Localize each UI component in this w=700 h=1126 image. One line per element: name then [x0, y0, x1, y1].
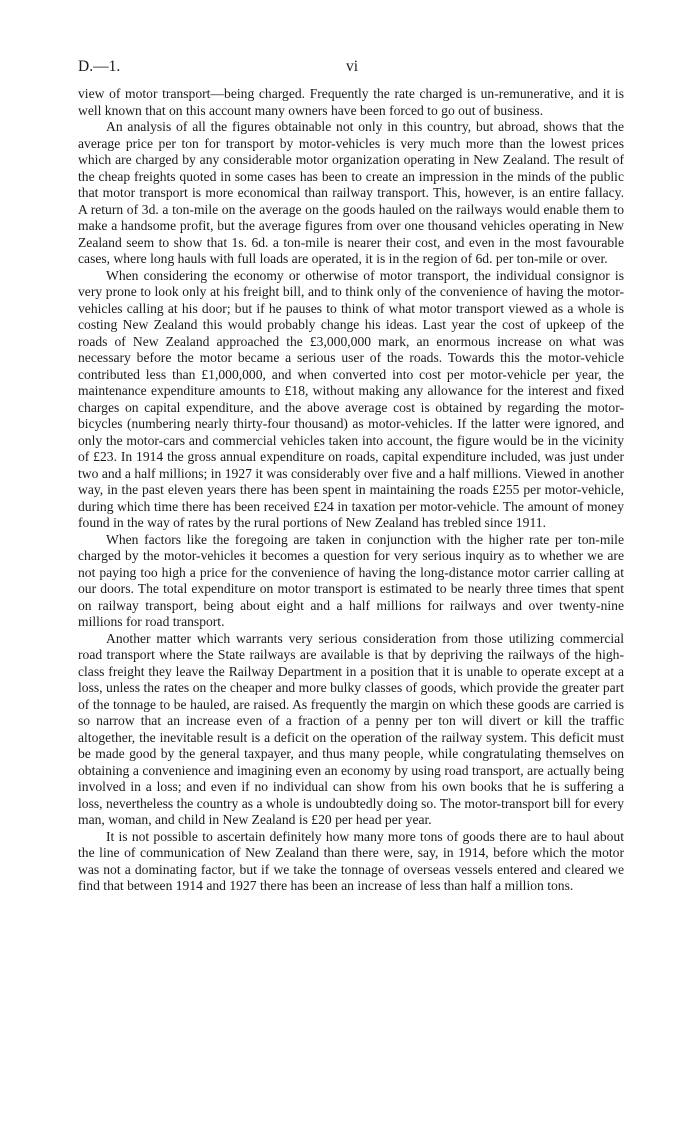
body-text [78, 86, 624, 895]
paragraph-total-expenditure: When factors like the foregoing are taken in conjunction with the higher rate per ton-mile charged by the motor-vehicles it becomes a question for very serious inquiry as to whether we are not paying too high a price for the convenience of having the long-distance motor carrier calling at our doors. The total expenditure on motor transport is estimated to be nearly three times that spent on railway transport, being about eight and a half millions for railways and over twenty-nine millions for road transport. [78, 531, 624, 629]
paragraph-cost-analysis: An analysis of all the figures obtainable not only in this country, but abroad, shows that the average price per ton for transport by motor-vehicles is very much more than the lowest prices which are charged by any considerable motor organization operating in New Zealand. The result of the cheap freights quoted in some cases has been to create an impression in the minds of the public that motor transport is more economical than railway transport. This, however, is an entire fallacy. A return of 3d. a ton-mile on the average on the goods hauled on the railways would enable them to make a handsome profit, but the average figures from over one thousand vehicles operating in New Zealand seem to show that 1s. 6d. a ton-mile is nearer their cost, and even in the most favourable cases, where long hauls with full loads are operated, it is in the region of 6d. per ton-mile or over. [78, 119, 624, 266]
paragraph-road-upkeep: When considering the economy or otherwise of motor transport, the individual consignor is very prone to look only at his freight bill, and to think only of the convenience of having the motor-vehicles calling at his door; but if he pauses to think of what motor transport viewed as a whole is costing New Zealand this would probably change his ideas. Last year the cost of upkeep of the roads of New Zealand approached the £3,000,000 mark, an enormous increase on what was necessary before the motor became a serious user of the roads. Towards this the motor-vehicle contributed less than £1,000,000, and when converted into cost per motor-vehicle per year, the maintenance expenditure amounts to £18, without making any allowance for the interest and fixed charges on capital expenditure, and the above average cost is obtained by regarding the motor-bicycles (numbering nearly thirty-four thousand) as motor-vehicles. If the latter were ignored, and only the motor-cars and commercial vehicles taken into account, the figure would be in the vicinity of £23. In 1914 the gross annual expenditure on roads, capital expenditure included, was just under two and a half millions; in 1927 it was considerably over five and a half millions. Viewed in another way, in the past eleven years there has been spent in maintaining the roads £255 per motor-vehicle, during which time there has been received £24 in taxation per motor-vehicle. The amount of money found in the way of rates by the rural portions of New Zealand has trebled since 1911. [78, 267, 624, 530]
paragraph-railway-deficit: Another matter which warrants very serious consideration from those utilizing commercial road transport where the State railways are available is that by depriving the railways of the high-class freight they leave the Railway Department in a position that it is unable to operate except at a loss, unless the rates on the cheaper and more bulky classes of goods, which provide the greater part of the tonnage to be hauled, are raised. As frequently the margin on which these goods are carried is so narrow that an increase even of a fraction of a penny per ton will divert or kill the traffic altogether, the inevitable result is a deficit on the operation of the railway system. This deficit must be made good by the general taxpayer, and thus many people, while congratulating themselves on obtaining a convenience and imagining even an economy by using road transport, are actually being involved in a loss; and even if no individual can show from his own books that he is suffering a loss, nevertheless the country as a whole is undoubtedly doing so. The motor-transport bill for every man, woman, and child in New Zealand is £20 per head per year. [78, 630, 624, 827]
page-number: vi [345, 58, 359, 75]
document-reference: D.—1. [78, 58, 121, 75]
paragraph-continuation: view of motor transport—being charged. Frequently the rate charged is un-remunerative, and it is well known that on this account many owners have been forced to go out of business. [78, 86, 624, 118]
paragraph-tonnage: It is not possible to ascertain definitely how many more tons of goods there are to haul about the line of communication of New Zealand than there were, say, in 1914, before which the motor was not a dominating factor, but if we take the tonnage of overseas vessels entered and cleared we find that between 1914 and 1927 there has been an increase of less than half a million tons. [78, 828, 624, 893]
page-header [78, 57, 626, 77]
